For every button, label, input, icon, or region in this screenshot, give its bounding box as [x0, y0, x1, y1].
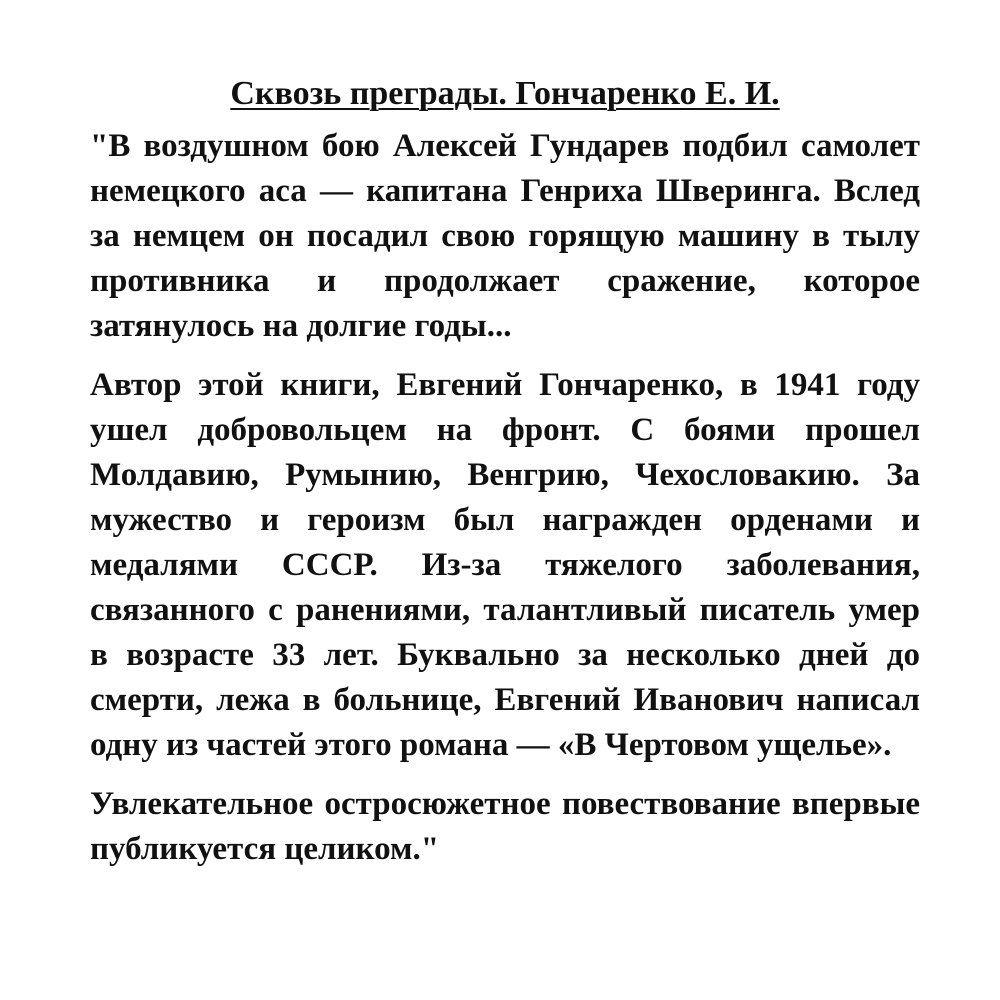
page-title: Сквозь преграды. Гончаренко Е. И.	[230, 75, 780, 112]
paragraph-author-bio: Автор этой книги, Евгений Гончаренко, в 1941 году ушел добровольцем на фронт. С боями прошел Молдавию, Румынию, Венгрию, Чехословакию. За мужество и героизм был награжден орденами и медалями СССР. Из-за тяжелого заболевания, связанного с ранениями, талантливый писатель умер в возрасте 33 лет. Буквально за несколько дней до смерти, лежа в больнице, Евгений Иванович написал одну из частей этого романа — «В Чертовом ущелье».	[90, 367, 920, 763]
paragraph-summary: "В воздушном бою Алексей Гундарев подбил самолет немецкого аса — капитана Генриха Шверинга. Вслед за немцем он посадил свою горящую машину в тылу противника и продолжает сражение, которое затянулось на долгие годы...	[90, 128, 920, 344]
paragraph-closing: Увлекательное остросюжетное повествование впервые публикуется целиком."	[90, 786, 920, 867]
